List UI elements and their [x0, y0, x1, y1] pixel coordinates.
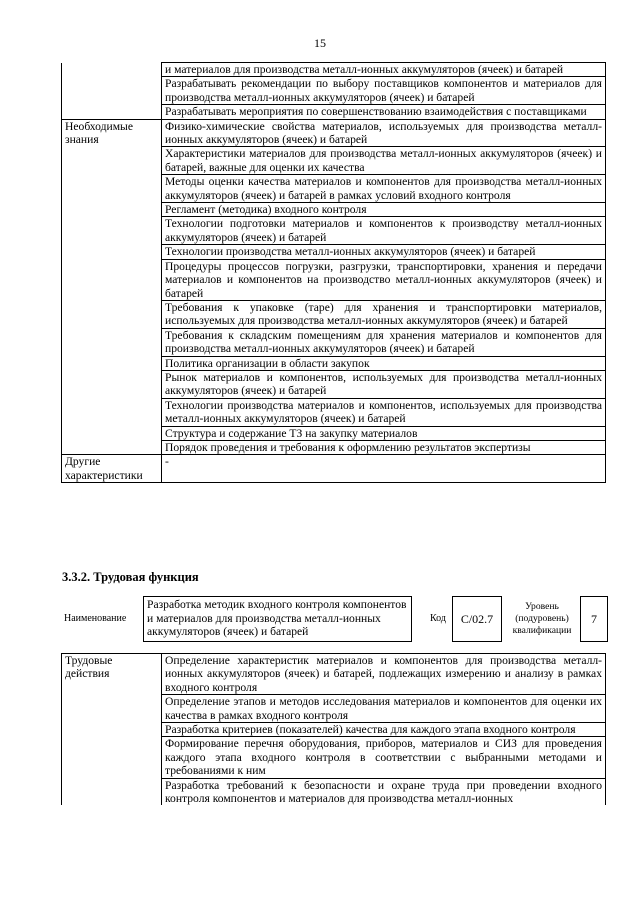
table-row: [62, 77, 606, 105]
table-row: [62, 370, 606, 398]
table-row: [62, 175, 606, 203]
table-cell: Структура и содержание ТЗ на закупку материалов: [162, 426, 606, 440]
table-cell-label: [62, 300, 162, 328]
table-cell: Разработка критериев (показателей) качества для каждого этапа входного контроля: [162, 723, 606, 737]
table-cell-label: [62, 328, 162, 356]
table-cell: Технологии производства металл-ионных аккумуляторов (ячеек) и батарей: [162, 245, 606, 259]
table-cell: Технологии подготовки материалов и компонентов к производству металл-ионных аккумуляторов (ячеек) и батарей: [162, 217, 606, 245]
table-row: [62, 328, 606, 356]
table-row: [62, 695, 606, 723]
table-cell-label: [62, 737, 162, 778]
table-cell: Процедуры процессов погрузки, разгрузки, транспортировки, хранения и передачи материалов и компонентов на производство металл-ионных аккумуляторов (ячеек) и батарей: [162, 259, 606, 300]
level-value: 7: [580, 596, 608, 642]
table-cell-label: [62, 105, 162, 119]
table-row: [62, 203, 606, 217]
actions-label: Трудовые действия: [62, 654, 162, 695]
level-label: Уровень (подуровень) квалификации: [512, 601, 572, 636]
table-row: [62, 300, 606, 328]
table-cell: Физико-химические свойства материалов, используемых для производства металл-ионных аккумуляторов (ячеек) и батарей: [162, 119, 606, 147]
actions-table: [61, 653, 606, 805]
other-characteristics-label: Другие характеристики: [62, 455, 162, 483]
table-row: [62, 398, 606, 426]
table-cell-label: [62, 175, 162, 203]
table-cell: Методы оценки качества материалов и компонентов для производства металл-ионных аккумуляторов (ячеек) и батарей в рамках условий входного контроля: [162, 175, 606, 203]
table-cell: Регламент (методика) входного контроля: [162, 203, 606, 217]
table-cell-label: [62, 398, 162, 426]
table-row: [62, 737, 606, 778]
table-row: [62, 426, 606, 440]
table-row: [62, 778, 606, 805]
code-value: С/02.7: [452, 596, 502, 642]
table-cell-label: [62, 356, 162, 370]
table-row: [62, 105, 606, 119]
table-row: [62, 217, 606, 245]
table-cell-label: [62, 426, 162, 440]
table-cell-label: [62, 203, 162, 217]
table-row: [62, 245, 606, 259]
table-row: [62, 654, 606, 695]
name-value: Разработка методик входного контроля компонентов и материалов для производства металл-ионных аккумуляторов (ячеек) и батарей: [143, 596, 412, 642]
table-cell: Определение характеристик материалов и компонентов для производства металл-ионных аккумуляторов (ячеек) и батарей, подлежащих измерению и анализу в рамках входного контроля: [162, 654, 606, 695]
table-cell: Формирование перечня оборудования, приборов, материалов и СИЗ для проведения каждого этапа входного контроля в соответствии с выбранными методами и требованиями к ним: [162, 737, 606, 778]
table-cell-label: [62, 245, 162, 259]
table-cell: и материалов для производства металл-ионных аккумуляторов (ячеек) и батарей: [162, 63, 606, 77]
table-cell: Порядок проведения и требования к оформлению результатов экспертизы: [162, 440, 606, 454]
table-cell: Разрабатывать мероприятия по совершенствованию взаимодействия с поставщиками: [162, 105, 606, 119]
table-row: [62, 440, 606, 454]
table-cell-label: [62, 778, 162, 805]
table-cell: Требования к упаковке (таре) для хранения и транспортировки материалов, используемых для производства металл-ионных аккумуляторов (ячеек) и батарей: [162, 300, 606, 328]
page-number: 15: [314, 36, 326, 50]
knowledge-label: Необходимые знания: [62, 119, 162, 147]
table-cell: Требования к складским помещениям для хранения материалов и компонентов для производства металл-ионных аккумуляторов (ячеек) и батарей: [162, 328, 606, 356]
table-cell-label: [62, 370, 162, 398]
table-cell-label: [62, 440, 162, 454]
table-cell-label: [62, 695, 162, 723]
table-row: [62, 455, 606, 483]
table-cell-label: [62, 77, 162, 105]
table-cell: Определение этапов и методов исследования материалов и компонентов для оценки их качества в рамках входного контроля: [162, 695, 606, 723]
table-cell: Характеристики материалов для производства металл-ионных аккумуляторов (ячеек) и батарей, важные для оценки их качества: [162, 147, 606, 175]
function-header: [62, 596, 610, 646]
table-row: [62, 259, 606, 300]
table-cell-label: [62, 217, 162, 245]
table-cell: Рынок материалов и компонентов, используемых для производства металл-ионных аккумуляторов (ячеек) и батарей: [162, 370, 606, 398]
table-cell: Технологии производства материалов и компонентов, используемых для производства металл-ионных аккумуляторов (ячеек) и батарей: [162, 398, 606, 426]
table-cell: Политика организации в области закупок: [162, 356, 606, 370]
name-label: Наименование: [64, 613, 127, 624]
table-row: [62, 356, 606, 370]
other-characteristics-value: -: [162, 455, 606, 483]
code-label: Код: [430, 613, 446, 624]
section-title: 3.3.2. Трудовая функция: [62, 570, 199, 584]
table-cell: Разработка требований к безопасности и охране труда при проведении входного контроля компонентов и материалов для производства металл-ионных: [162, 778, 606, 805]
knowledge-table: [61, 62, 606, 483]
table-cell-label: [62, 259, 162, 300]
table-cell: Разрабатывать рекомендации по выбору поставщиков компонентов и материалов для производства металл-ионных аккумуляторов (ячеек) и батарей: [162, 77, 606, 105]
table-row: [62, 147, 606, 175]
table-row: [62, 119, 606, 147]
table-cell-label: [62, 723, 162, 737]
table-row: [62, 63, 606, 77]
table-cell-label: [62, 63, 162, 77]
table-row: [62, 723, 606, 737]
table-cell-label: [62, 147, 162, 175]
